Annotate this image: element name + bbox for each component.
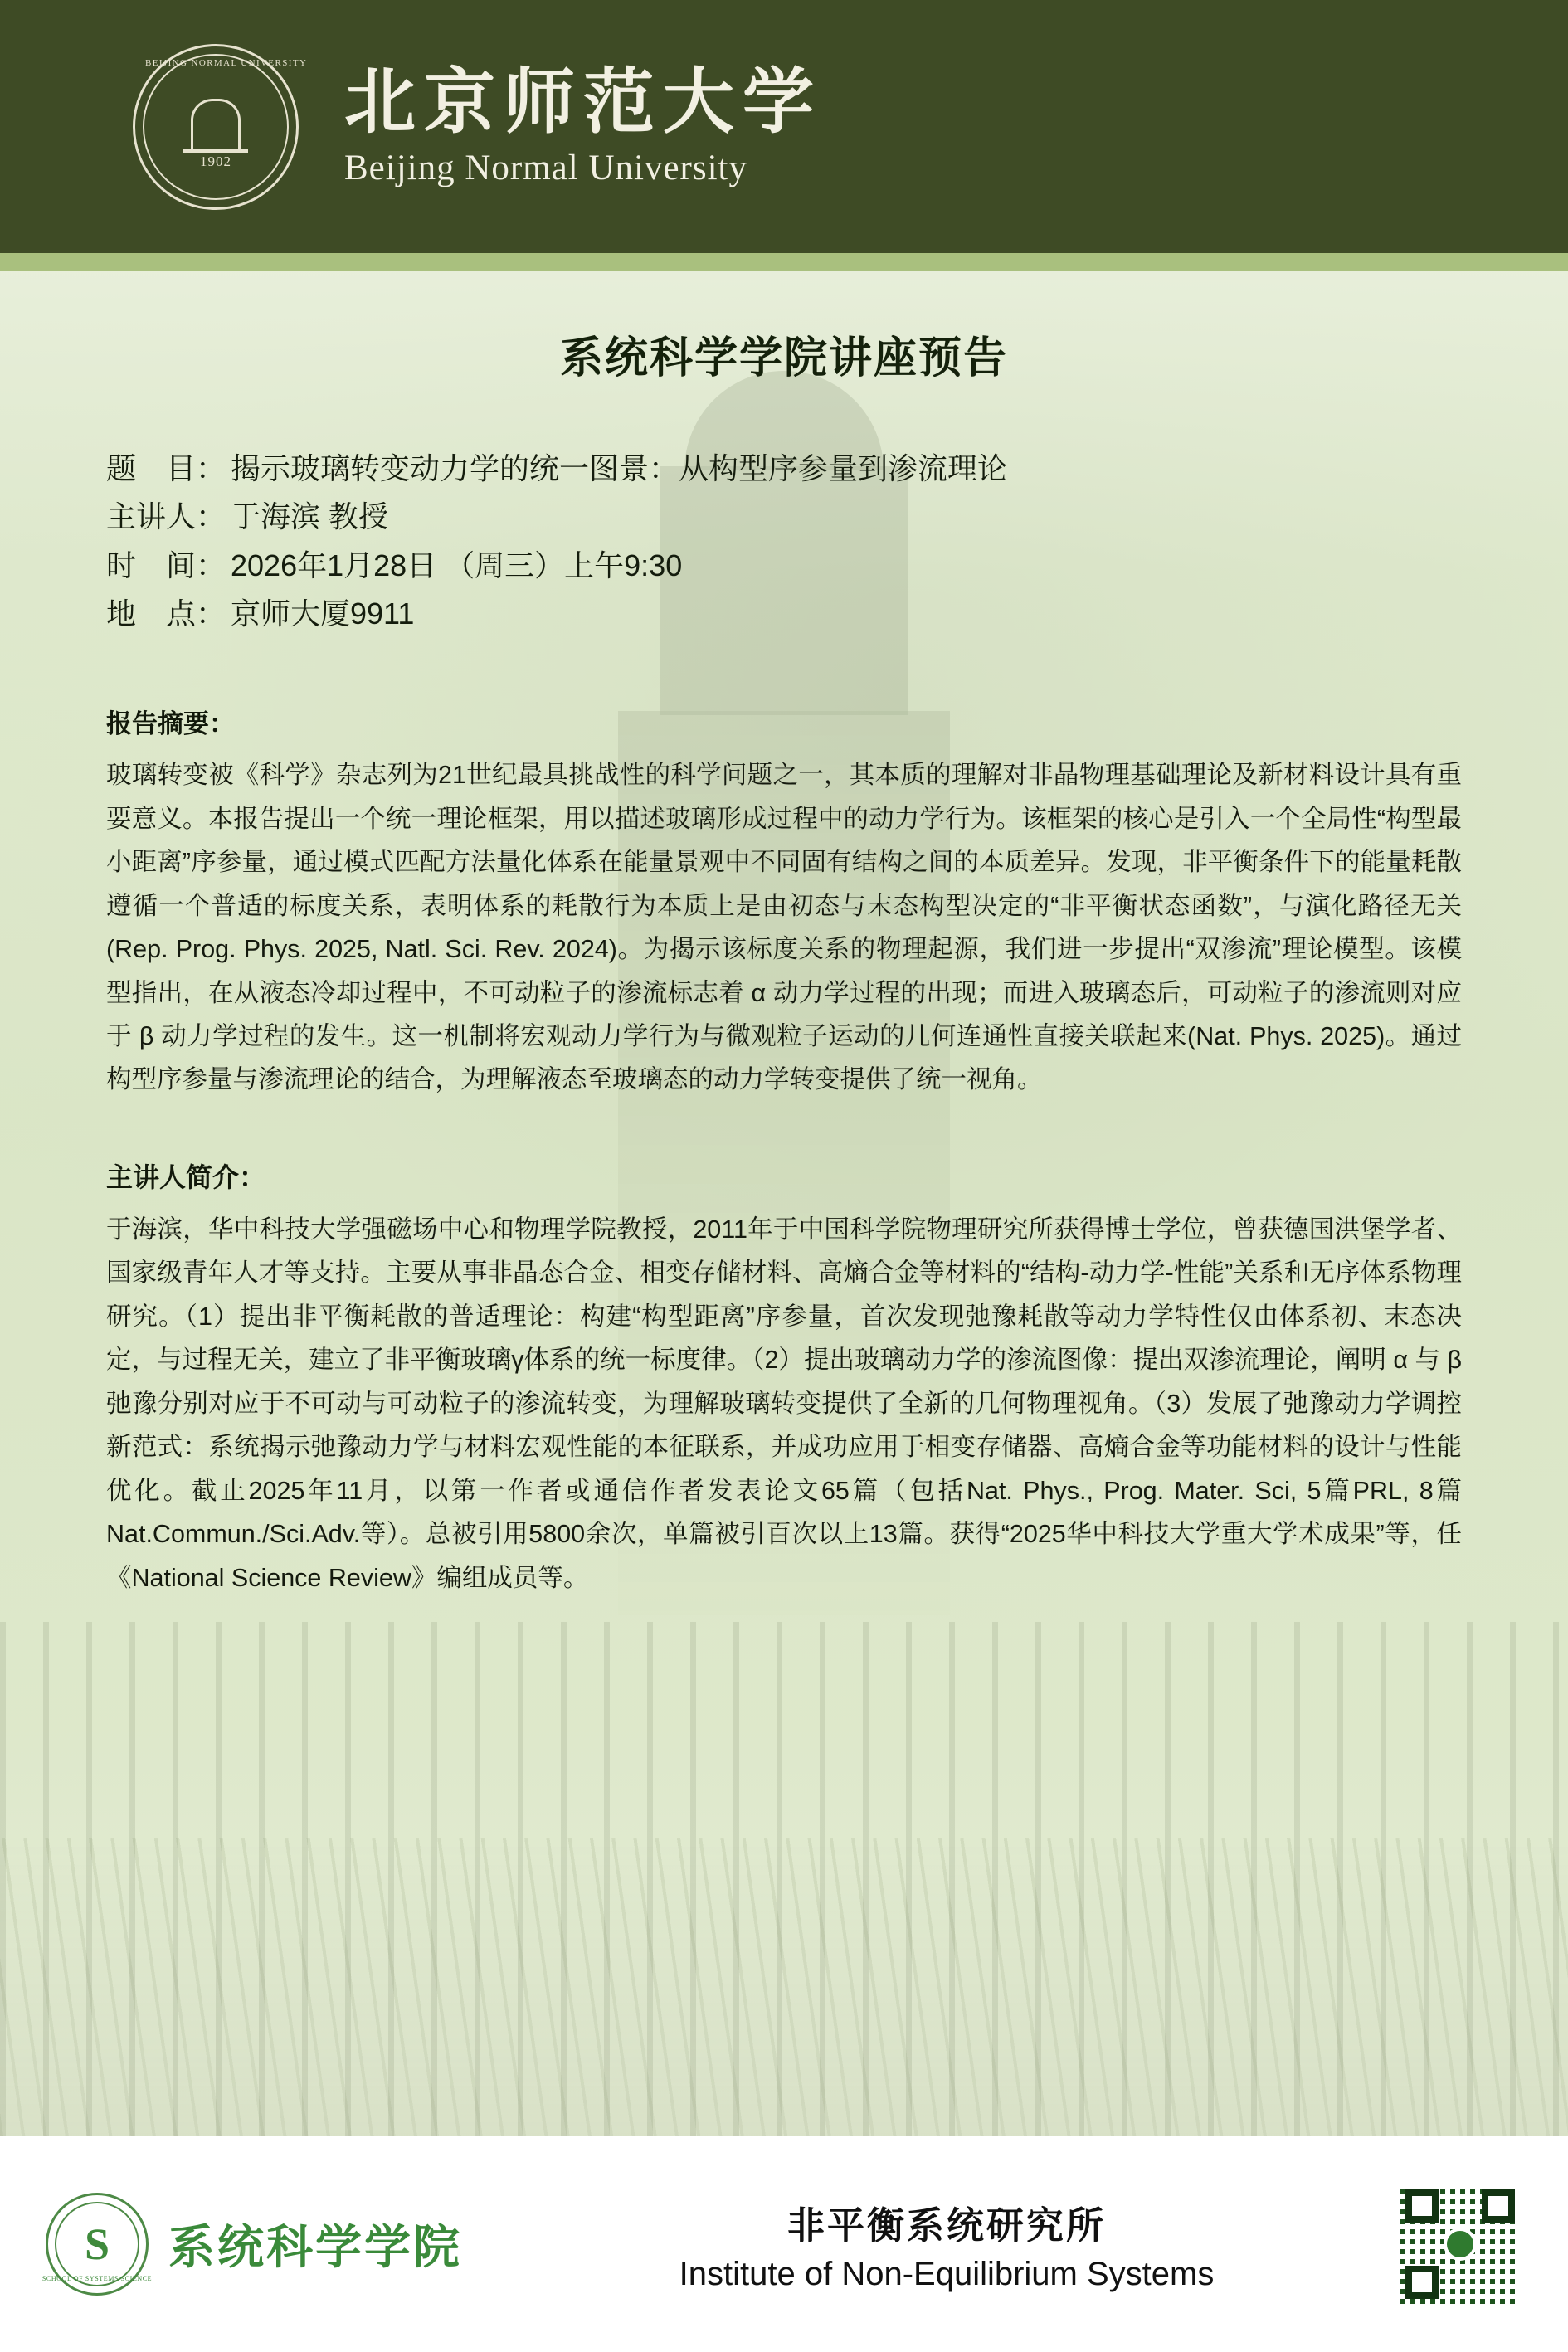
meta-value-topic: 揭示玻璃转变动力学的统一图景：从构型序参量到渗流理论 [231, 451, 1008, 485]
abstract-text: 玻璃转变被《科学》杂志列为21世纪最具挑战性的科学问题之一，其本质的理解对非晶物理基础理论及新材料设计具有重要意义。本报告提出一个统一理论框架，用以描述玻璃形成过程中的动力学行为。该框架的核心是引入一个全局性“构型最小距离”序参量，通过模式匹配方法量化体系在能量景观中不同固有结构之间的本质差异。发现，非平衡条件下的能量耗散遵循一个普适的标度关系，表明体系的耗散行为本质上是由初态与末态构型决定的“非平衡状态函数”，与演化路径无关(Rep. Prog. Phys. 2025, Natl. Sci. Rev. 2024)。为揭示该标度关系的物理起源，我们进一步提出“双渗流”理论模型。该模型指出，在从液态冷却过程中，不可动粒子的渗流标志着 α 动力学过程的出现；而进入玻璃态后，可动粒子的渗流则对应于 β 动力学过程的发生。这一机制将宏观动力学行为与微观粒子运动的几何连通性直接关联起来(Nat. Phys. 2025)。通过构型序参量与渗流理论的结合，为理解液态至玻璃态的动力学转变提供了统一视角。 [106, 761, 1462, 1094]
speaker-bio-section [106, 1157, 1462, 1600]
bio-text: 于海滨，华中科技大学强磁场中心和物理学院教授，2011年于中国科学院物理研究所获得博士学位，曾获德国洪堡学者、国家级青年人才等支持。主要从事非晶态合金、相变存储材料、高熵合金等材料的“结构-动力学-性能”关系和无序体系物理研究。（1）提出非平衡耗散的普适理论：构建“构型距离”序参量，首次发现弛豫耗散等动力学特性仅由体系初、末态决定，与过程无关，建立了非平衡玻璃γ体系的统一标度律。（2）提出玻璃动力学的渗流图像：提出双渗流理论，阐明 α 与 β 弛豫分别对应于不可动与可动粒子的渗流转变，为理解玻璃转变提供了全新的几何物理视角。（3）发展了弛豫动力学调控新范式：系统揭示弛豫动力学与材料宏观性能的本征联系，并成功应用于相变存储器、高熵合金等功能材料的设计与性能优化。截止2025年11月，以第一作者或通信作者发表论文65篇（包括Nat. Phys., Prog. Mater. Sci, 5篇PRL, 8篇Nat.Commun./Sci.Adv.等）。总被引用5800余次，单篇被引百次以上13篇。获得“2025华中科技大学重大学术成果”等，任《National Science Review》编组成员等。 [106, 1215, 1462, 1592]
meta-label-time: 时 间： [106, 548, 226, 582]
meta-label-speaker: 主讲人： [106, 499, 226, 534]
meta-value-time: 2026年1月28日 （周三）上午9:30 [231, 548, 683, 582]
meta-label-location: 地 点： [106, 596, 226, 631]
bio-heading: 主讲人简介： [106, 1161, 266, 1192]
meta-row [106, 542, 1462, 590]
qr-eye-top-right [1482, 2189, 1515, 2223]
poster-footer [0, 2136, 1568, 2352]
school-name: 系统科学学院 [168, 2221, 462, 2273]
poster-header [0, 0, 1568, 253]
bnu-seal-logo [133, 44, 308, 210]
meta-row [106, 445, 1462, 493]
meta-value-speaker: 于海滨 教授 [231, 499, 389, 534]
qr-code-icon[interactable] [1398, 2182, 1522, 2306]
university-names [344, 61, 822, 188]
meta-row [106, 493, 1462, 541]
bnu-seal-inner [178, 89, 254, 169]
qr-eye-top-left [1405, 2189, 1439, 2223]
poster-body [0, 271, 1568, 2136]
abstract-heading: 报告摘要： [106, 709, 235, 739]
abstract-section [106, 703, 1462, 1102]
school-seal-ring-text: SCHOOL OF SYSTEMS SCIENCE [41, 2275, 153, 2282]
meta-row [106, 590, 1462, 638]
page-title: 系统科学学院讲座预告 [559, 334, 1008, 382]
lecture-meta [106, 445, 1462, 638]
poster-content [0, 323, 1568, 1600]
university-name-en: Beijing Normal University [344, 149, 747, 188]
institute-name-en: Institute of Non-Equilibrium Systems [679, 2256, 1215, 2292]
footer-institute-block [462, 2195, 1398, 2293]
institute-name-cn: 非平衡系统研究所 [786, 2204, 1106, 2247]
university-name-cn: 北京师范大学 [344, 61, 822, 142]
qr-eye-bottom-left [1405, 2266, 1439, 2299]
background-grass-image [0, 1838, 1568, 2136]
footer-school-block [41, 2193, 462, 2296]
header-accent-band [0, 253, 1568, 271]
meta-value-location: 京师大厦9911 [231, 596, 415, 631]
meta-label-topic: 题 目： [106, 451, 226, 485]
qr-center-logo [1444, 2228, 1477, 2261]
school-seal-mark: S [84, 2219, 110, 2269]
bnu-seal-ring-text: BEIJING NORMAL UNIVERSITY [145, 57, 308, 68]
bnu-seal-year: 1902 [200, 153, 231, 169]
school-seal-logo [41, 2193, 153, 2296]
gate-icon [191, 99, 241, 149]
